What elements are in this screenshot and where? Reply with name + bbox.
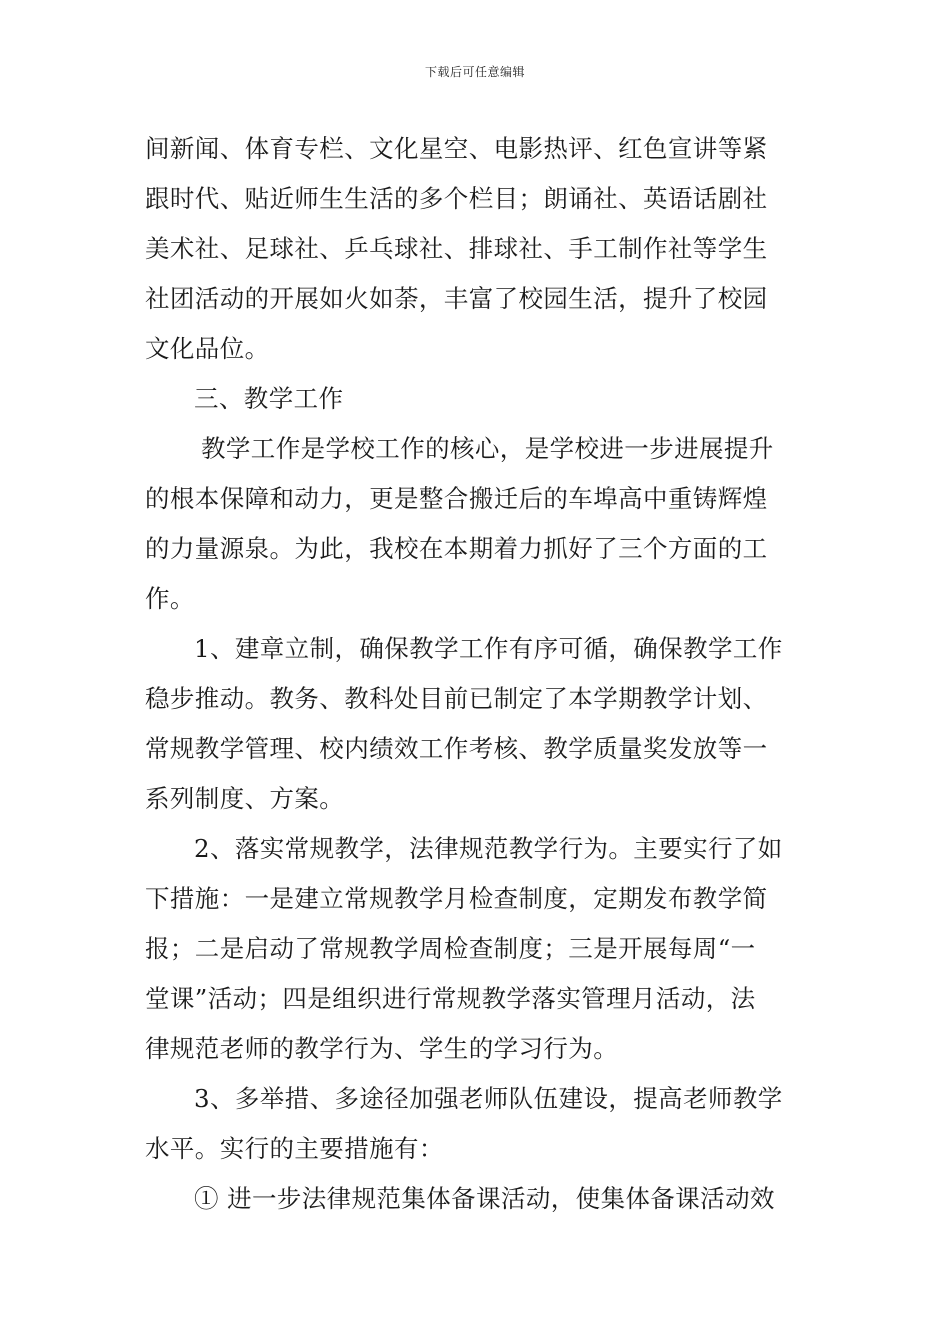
text-line: 报；二是启动了常规教学周检查制度；三是开展每周“一 — [145, 934, 756, 963]
document-body — [145, 124, 810, 1224]
text-line: 稳步推动。教务、教科处目前已制定了本学期教学计划、 — [145, 684, 768, 713]
text-line: 1、建章立制，确保教学工作有序可循，确保教学工作 — [194, 634, 783, 663]
text-line: 2、落实常规教学，法律规范教学行为。主要实行了如 — [194, 834, 783, 863]
text-line: 文化品位。 — [145, 334, 270, 363]
text-line: 律规范老师的教学行为、学生的学习行为。 — [145, 1034, 619, 1063]
text-line: 社团活动的开展如火如荼，丰富了校园生活，提升了校园 — [145, 284, 768, 313]
text-line: 下措施：一是建立常规教学月检查制度，定期发布教学简 — [145, 884, 768, 913]
text-line: 教学工作是学校工作的核心，是学校进一步进展提升 — [201, 434, 774, 463]
text-line: 间新闻、体育专栏、文化星空、电影热评、红色宣讲等紧 — [145, 134, 768, 163]
text-line: 跟时代、贴近师生生活的多个栏目；朗诵社、英语话剧社 — [145, 184, 768, 213]
text-line: 作。 — [145, 584, 195, 613]
text-line: 系列制度、方案。 — [145, 784, 345, 813]
section-heading: 三、教学工作 — [194, 384, 344, 413]
text-line: 的根本保障和动力，更是整合搬迁后的车埠高中重铸辉煌 — [145, 484, 768, 513]
text-line: 的力量源泉。为此，我校在本期着力抓好了三个方面的工 — [145, 534, 768, 563]
text-line: 堂课”活动；四是组织进行常规教学落实管理月活动，法 — [145, 984, 756, 1013]
text-line: ① 进一步法律规范集体备课活动，使集体备课活动效 — [194, 1184, 775, 1213]
text-line: 常规教学管理、校内绩效工作考核、教学质量奖发放等一 — [145, 734, 768, 763]
page-header: 下载后可任意编辑 — [424, 65, 525, 79]
text-line: 3、多举措、多途径加强老师队伍建设，提高老师教学 — [194, 1084, 783, 1113]
text-line: 美术社、足球社、乒乓球社、排球社、手工制作社等学生 — [145, 234, 768, 263]
text-line: 水平。实行的主要措施有： — [145, 1134, 444, 1163]
